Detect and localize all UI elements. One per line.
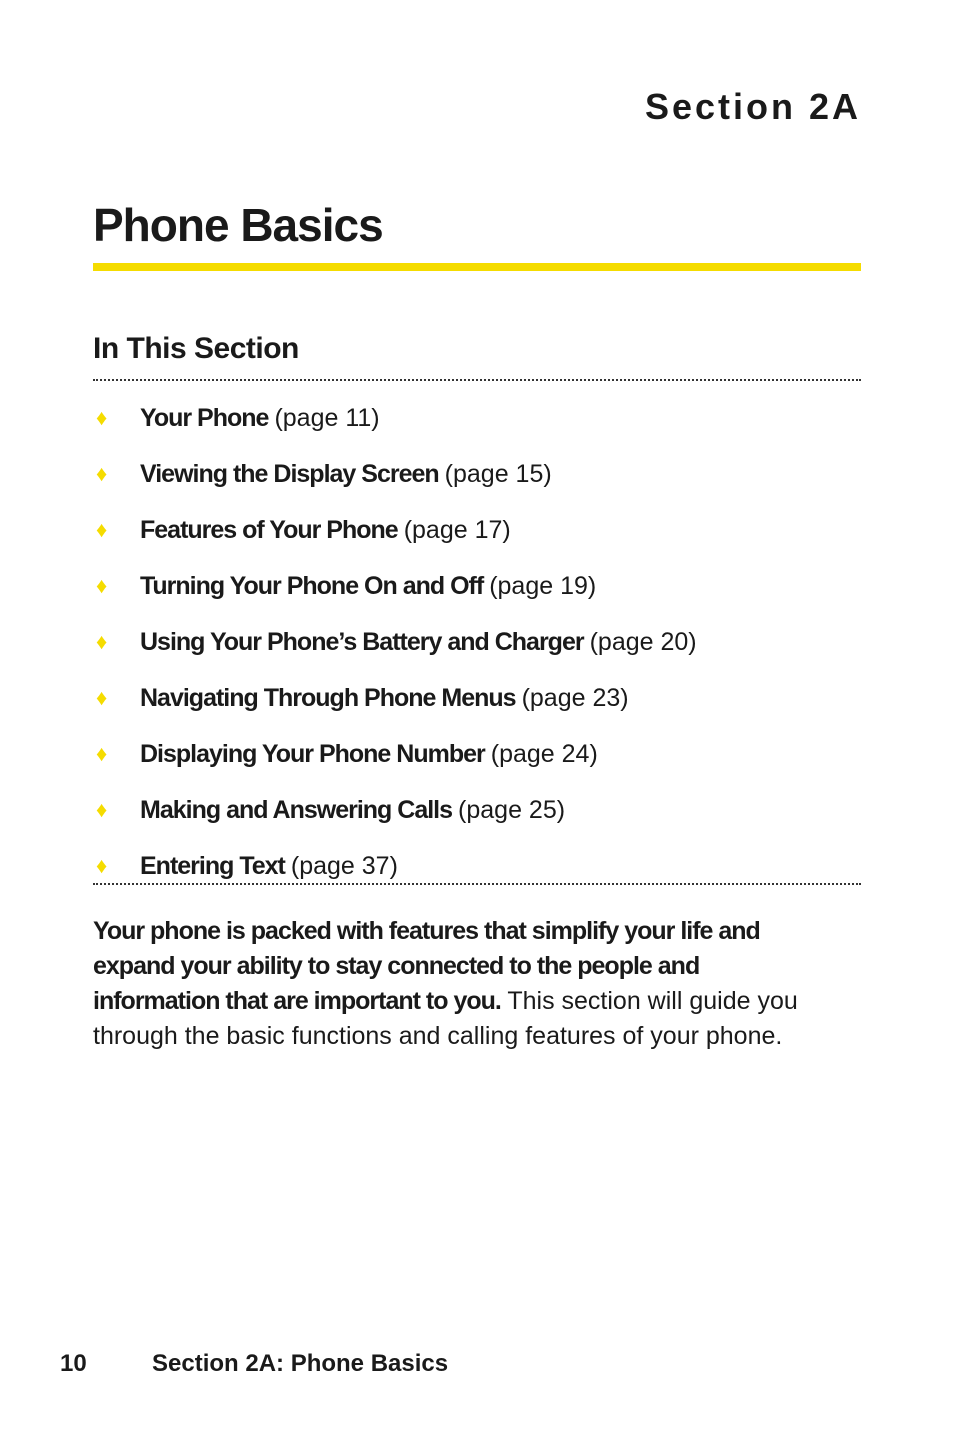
intro-paragraph [93,914,813,1054]
page-title: Phone Basics [93,199,383,251]
toc-item-making-answering-calls[interactable] [93,782,861,838]
toc-item-navigating-menus[interactable] [93,670,861,726]
diamond-icon: ♦ [96,685,108,710]
toc-item-title: Entering Text [140,851,285,880]
toc-item-page: (page 17) [403,515,511,544]
toc-item-page: (page 19) [489,571,597,600]
toc-item-features-of-phone[interactable] [93,502,861,558]
in-this-section-heading: In This Section [93,332,299,365]
diamond-icon: ♦ [96,517,108,542]
section-contents-list [93,390,861,894]
toc-item-title: Navigating Through Phone Menus [140,683,516,712]
page-footer [60,1350,448,1378]
toc-item-title: Using Your Phone’s Battery and Charger [140,627,584,656]
dotted-divider-bottom [93,883,861,885]
title-underline [93,263,861,271]
diamond-icon: ♦ [96,853,108,878]
toc-item-page: (page 25) [458,795,566,824]
toc-item-title: Displaying Your Phone Number [140,739,485,768]
toc-item-page: (page 15) [444,459,552,488]
toc-item-page: (page 37) [290,851,398,880]
running-title: Section 2A: Phone Basics [152,1350,449,1377]
diamond-icon: ♦ [96,461,108,486]
toc-item-turning-phone-on-off[interactable] [93,558,861,614]
diamond-icon: ♦ [96,741,108,766]
toc-item-page: (page 24) [490,739,598,768]
toc-item-title: Features of Your Phone [140,515,398,544]
toc-item-page: (page 20) [589,627,697,656]
diamond-icon: ♦ [96,629,108,654]
toc-item-page: (page 11) [274,403,380,432]
toc-item-your-phone[interactable] [93,390,861,446]
diamond-icon: ♦ [96,573,108,598]
diamond-icon: ♦ [96,405,108,430]
toc-item-entering-text[interactable] [93,838,861,894]
diamond-icon: ♦ [96,797,108,822]
dotted-divider-top [93,379,861,381]
toc-item-title: Turning Your Phone On and Off [140,571,484,600]
toc-item-title: Making and Answering Calls [140,795,453,824]
toc-item-title: Your Phone [140,403,269,432]
intro-bold-text: Your phone is packed with features that simplify your life and expand your ability to stay connected to the people and information that are important to you. [93,917,760,1015]
intro-body-text: This section will guide you through the basic functions and calling features of your phone. [93,987,798,1050]
toc-item-page: (page 23) [521,683,629,712]
toc-item-battery-and-charger[interactable] [93,614,861,670]
toc-item-displaying-phone-number[interactable] [93,726,861,782]
page-number: 10 [60,1350,87,1377]
toc-item-viewing-display-screen[interactable] [93,446,861,502]
section-label: Section 2A [644,86,861,127]
toc-item-title: Viewing the Display Screen [140,459,439,488]
